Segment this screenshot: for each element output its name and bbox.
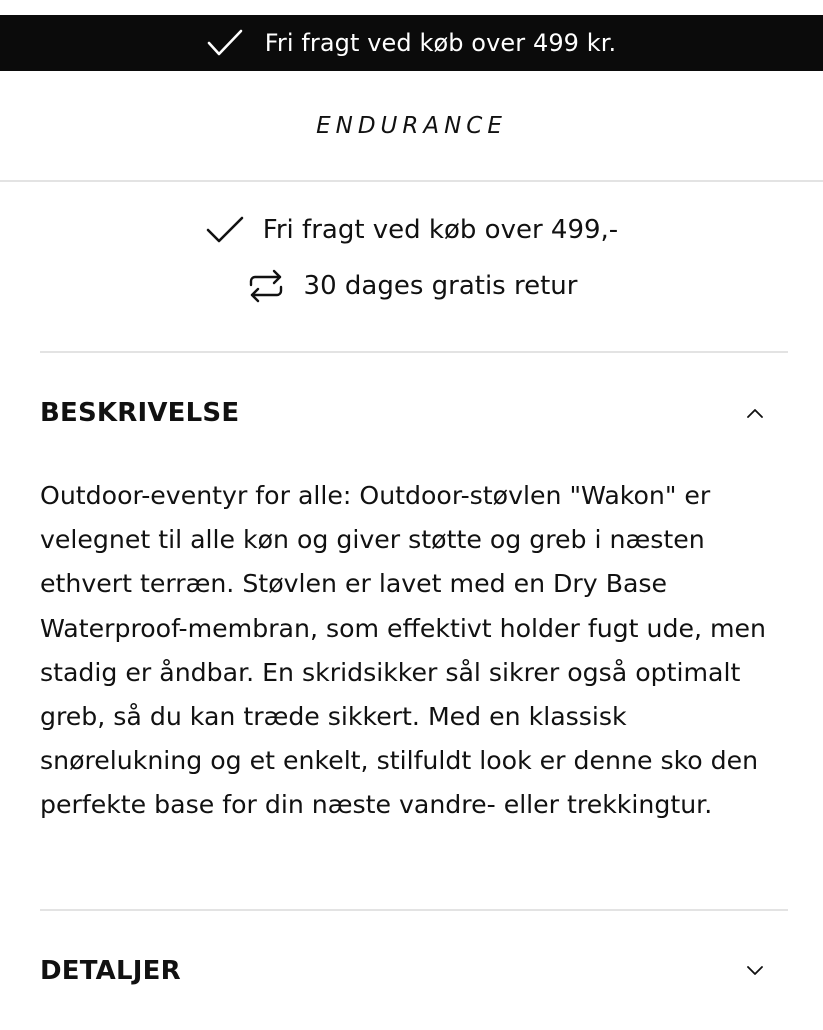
usp-free-shipping	[0, 205, 823, 255]
check-icon	[205, 213, 245, 247]
promo-text: Fri fragt ved køb over 499 kr.	[264, 29, 617, 57]
brand-logo[interactable]: ENDURANCE	[316, 112, 507, 139]
chevron-up-icon	[744, 402, 766, 424]
return-arrows-icon	[246, 269, 286, 303]
accordion-details-toggle[interactable]	[40, 943, 788, 999]
check-icon	[207, 28, 243, 58]
usp-list	[0, 205, 823, 311]
usp-free-returns-text: 30 dages gratis retur	[303, 271, 578, 301]
usp-free-shipping-text: Fri fragt ved køb over 499,-	[262, 215, 619, 245]
promo-bar	[0, 15, 823, 71]
accordion-details-title: DETALJER	[40, 956, 181, 986]
usp-free-returns	[0, 261, 823, 311]
divider	[40, 351, 788, 353]
divider	[40, 909, 788, 911]
accordion-description-title: BESKRIVELSE	[40, 398, 240, 428]
chevron-down-icon	[744, 960, 766, 982]
accordion-description-toggle[interactable]	[40, 385, 788, 441]
site-header	[0, 71, 823, 182]
accordion-description-text: Outdoor-eventyr for alle: Outdoor-støvlen "Wakon" er velegnet til alle køn og giver støtte og greb i næsten ethvert terræn. Støvlen er lavet med en Dry Base Waterproof-membran, som effektivt holder fugt ude, men stadig er åndbar. En skridsikker sål sikrer også optimalt greb, så du kan træde sikkert. Med en klassisk snørelukning og et enkelt, stilfuldt look er denne sko den perfekte base for din næste vandre- eller trekkingtur.	[40, 481, 767, 820]
